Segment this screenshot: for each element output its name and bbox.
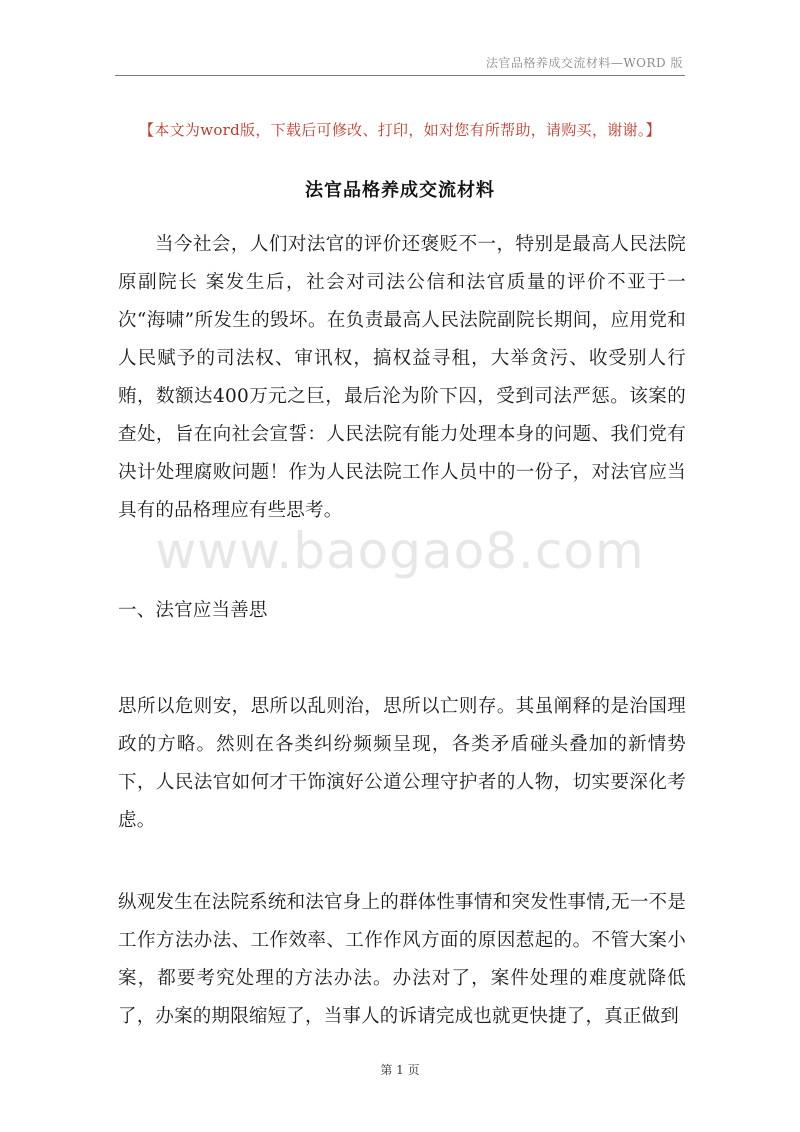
document-title: 法官品格养成交流材料 — [305, 180, 495, 201]
intro-paragraph: 当今社会，人们对法官的评价还褒贬不一，特别是最高人民法院原副院长 案发生后，社会对司法公信和法官质量的评价不亚于一次“海啸”所发生的毁坏。在负责最高人民法院副院长期间，应用党和人民赋予的司法权、审讯权，搞权益寻租，大举贪污、收受别人行贿，数额达400万元之巨，最后沦为阶下囚，受到司法严惩。该案的查处，旨在向社会宣誓：人民法院有能力处理本身的问题、我们党有决计处理腐败问题！作为人民法院工作人员中的一份子，对法官应当具有的品格理应有些思考。 — [118, 234, 686, 521]
download-notice: 【本文为word版，下载后可修改、打印，如对您有所帮助，请购买，谢谢。】 — [139, 121, 661, 139]
section-1-paragraph-1: 思所以危则安，思所以乱则治，思所以亡则存。其虽阐释的是治国理政的方略。然则在各类纠纷频频呈现，各类矛盾碰头叠加的新情势下，人民法官如何才干饰演好公道公理守护者的人物，切实要深化考虑。 — [118, 696, 686, 831]
watermark: www.baogao8.com — [155, 522, 645, 580]
document-body — [118, 226, 686, 1036]
page-number: 第 1 页 — [380, 1063, 420, 1077]
section-heading-1: 一、法官应当善思 — [118, 600, 268, 621]
section-1-paragraph-2: 纵观发生在法院系统和法官身上的群体性事情和突发性事情,无一不是工作方法办法、工作效率、工作作风方面的原因惹起的。不管大案小案，都要考究处理的方法办法。办法对了，案件处理的难度就降低了，办案的期限缩短了，当事人的诉请完成也就更快捷了，真正做到 — [118, 892, 686, 1027]
page-header: 法官品格养成交流材料—WORD 版 — [485, 56, 683, 70]
header-divider — [115, 75, 685, 76]
